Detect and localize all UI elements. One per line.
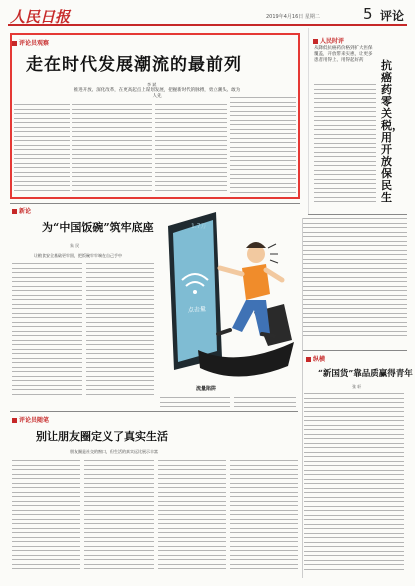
quality-section-label: 纵横 <box>306 354 325 363</box>
friends-text-col-3 <box>158 460 226 578</box>
quality-text <box>304 393 404 579</box>
page-number: 5 <box>363 5 373 23</box>
issue-date: 2019年4月16日 星期二 <box>266 14 320 20</box>
main-text-col-4 <box>230 97 296 196</box>
rule-friends <box>10 411 298 412</box>
section-title: 评论 <box>380 9 405 23</box>
figure-hair <box>246 242 266 248</box>
rule-quality <box>302 350 407 351</box>
food-text-col-1 <box>12 263 82 403</box>
right-text-col <box>314 84 376 208</box>
column-divider <box>302 218 303 578</box>
main-headline: 走在时代发展潮流的最前列 <box>26 55 242 75</box>
main-text-col-2 <box>72 104 152 196</box>
food-text-col-2 <box>86 263 154 403</box>
screen-label: 点击量 <box>187 305 207 314</box>
quality-byline: 张 轩 <box>352 384 362 389</box>
food-headline: 为“中国饭碗”筑牢底座 <box>42 221 154 234</box>
main-byline: 李 斌 <box>147 82 157 87</box>
friends-text-col-1 <box>12 460 80 578</box>
food-section-label: 新论 <box>12 206 31 215</box>
friends-headline: 别让朋友圈定义了真实生活 <box>36 430 168 443</box>
screen-counter: 1.7万 <box>191 223 207 230</box>
right-deck: 从降低抗癌药价格到扩大医保覆盖，开放带来实惠，让更多患者用得上、用得起好药 <box>314 46 373 63</box>
main-text-col-1 <box>14 104 70 196</box>
cartoon-illustration <box>158 208 298 380</box>
wifi-dot-icon <box>193 290 197 294</box>
friends-deck: 朋友圈是社交的窗口，但生活的真实远比展示丰富 <box>70 449 158 454</box>
right-section-label: 人民时评 <box>313 36 344 45</box>
right-headline: 抗癌药零关税，用开放保民生 <box>381 59 403 204</box>
rule-main <box>10 203 300 204</box>
cartoon-note <box>160 397 230 409</box>
motion-lines <box>268 244 278 263</box>
cartoon-caption: 流量陷阱 <box>196 386 217 392</box>
friends-text-col-2 <box>84 460 154 578</box>
rule-right <box>308 214 407 215</box>
friends-section-label: 评论员随笔 <box>12 415 49 424</box>
food-byline: 朱 民 <box>70 243 80 248</box>
cartoon-note-2 <box>234 397 296 409</box>
main-text-col-3 <box>155 104 227 196</box>
friends-text-col-4 <box>230 460 298 578</box>
masthead <box>8 6 407 26</box>
right-lower-text <box>302 218 407 342</box>
food-deck: 让粮食安全基础更牢固，把饭碗牢牢端在自己手中 <box>34 253 122 258</box>
figure-trousers <box>232 300 270 336</box>
newspaper-logo: 人民日报 <box>10 8 71 26</box>
quality-headline: “新国货”靠品质赢得青年 <box>318 369 413 379</box>
main-section-label: 评论员观察 <box>12 38 49 47</box>
main-summary: 推进开放、深化改革，在更高起点上谋划发展，把握新时代的脉搏，勇立潮头、敢为人先 <box>73 88 241 99</box>
